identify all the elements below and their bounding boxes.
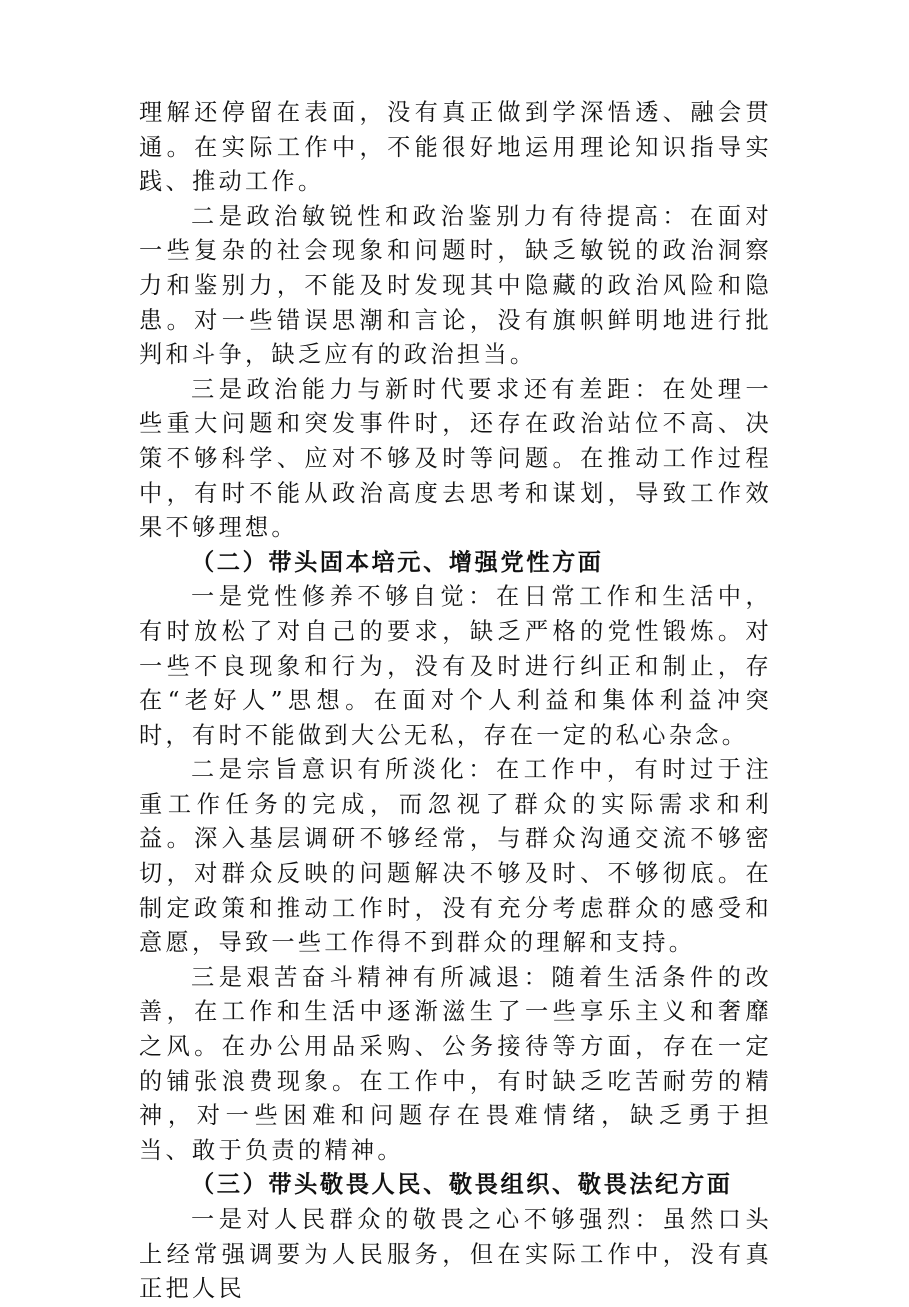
paragraph-reverence-people: 一是对人民群众的敬畏之心不够强烈：虽然口头上经常强调要为人民服务，但在实际工作中，没有真正把人民 [139,1206,772,1303]
paragraph-purpose-awareness: 二是宗旨意识有所淡化：在工作中，有时过于注重工作任务的完成，而忽视了群众的实际需求和利益。深入基层调研不够经常，与群众沟通交流不够密切，对群众反映的问题解决不够及时、不够彻底。在制定政策和推动工作时，没有充分考虑群众的感受和意愿，导致一些工作得不到群众的理解和支持。 [139,756,772,957]
document-body [139,96,772,1307]
paragraph-party-cultivation: 一是党性修养不够自觉：在日常工作和生活中，有时放松了对自己的要求，缺乏严格的党性锻炼。对一些不良现象和行为，没有及时进行纠正和制止，存在“老好人”思想。在面对个人利益和集体利益冲突时，有时不能做到大公无私，存在一定的私心杂念。 [139,583,772,749]
paragraph-political-ability: 三是政治能力与新时代要求还有差距：在处理一些重大问题和突发事件时，还存在政治站位不高、决策不够科学、应对不够及时等问题。在推动工作过程中，有时不能从政治高度去思考和谋划，导致工作效果不够理想。 [139,375,772,542]
paragraph-political-sensitivity: 二是政治敏锐性和政治鉴别力有待提高：在面对一些复杂的社会现象和问题时，缺乏敏锐的政治洞察力和鉴别力，不能及时发现其中隐藏的政治风险和隐患。对一些错误思潮和言论，没有旗帜鲜明地进行批判和斗争，缺乏应有的政治担当。 [139,202,772,369]
paragraph-continuation: 理解还停留在表面，没有真正做到学深悟透、融会贯通。在实际工作中，不能很好地运用理论知识指导实践、推动工作。 [139,99,772,196]
section-heading-reverence: （三）带头敬畏人民、敬畏组织、敬畏法纪方面 [191,1171,733,1199]
section-heading-party-spirit: （二）带头固本培元、增强党性方面 [191,548,604,576]
paragraph-hard-work-spirit: 三是艰苦奋斗精神有所减退：随着生活条件的改善，在工作和生活中逐渐滋生了一些享乐主义和奢靡之风。在办公用品采购、公务接待等方面，存在一定的铺张浪费现象。在工作中，有时缺乏吃苦耐劳的精神，对一些困难和问题存在畏难情绪，缺乏勇于担当、敢于负责的精神。 [139,963,772,1164]
